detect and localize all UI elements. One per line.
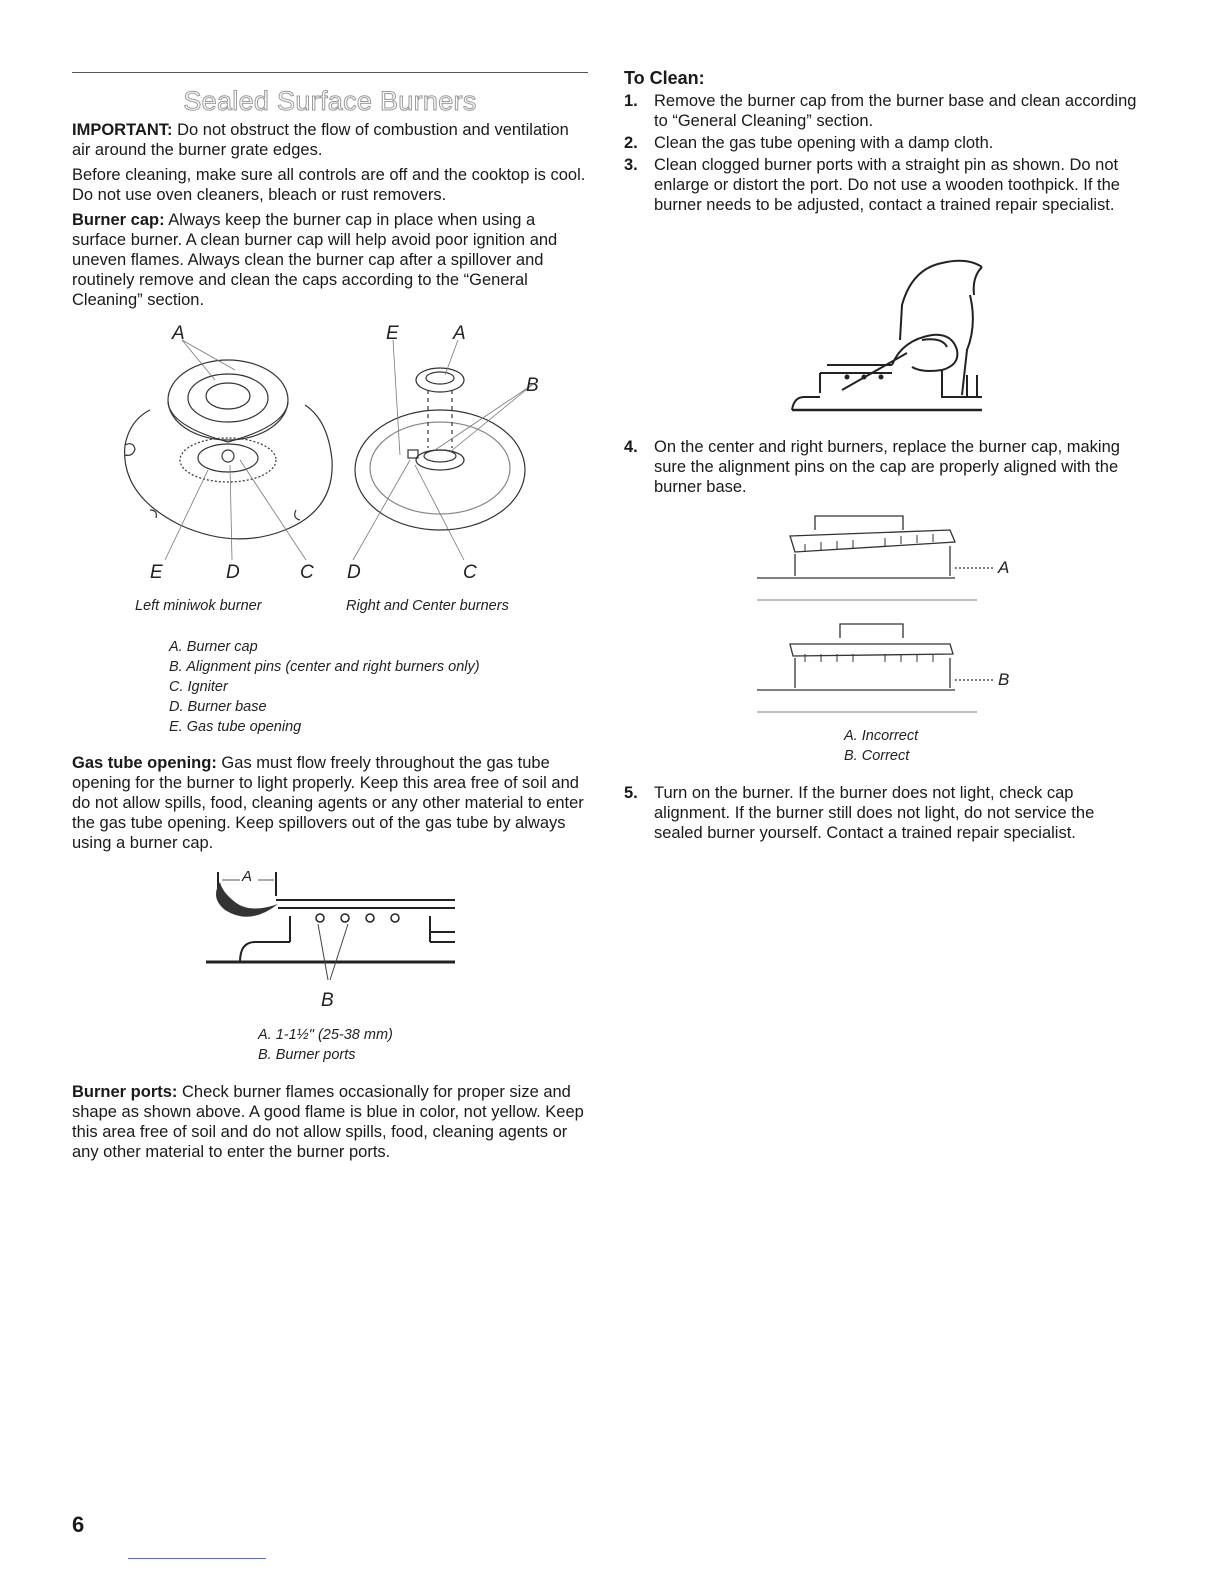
fig1-label-a-left: A — [172, 323, 185, 344]
fig1-label-d-left: D — [226, 562, 240, 583]
important-paragraph — [72, 120, 588, 160]
gas-tube-text: Gas must flow freely throughout the gas tube opening for the burner to light properly. Keep this area free of soil and do not allow spills, food, cleaning agents or any other material to enter the gas tube opening. Keep spillovers out of the gas tube by always using a burner cap. — [72, 754, 584, 852]
burner-cap-text: Always keep the burner cap in place when using a surface burner. A clean burner cap will help avoid poor ignition and uneven flames. Always clean the burner cap after a spillover and routinely remove and clean the caps according to the “General Cleaning” section. — [72, 211, 558, 309]
step-item: 4. On the center and right burners, replace the burner cap, making sure the alignment pins on the cap are properly aligned with the burner base. — [624, 438, 1120, 496]
step-item: 5. Turn on the burner. If the burner does not light, check cap alignment. If the burner still does not light, do not service the sealed burner yourself. Contact a trained repair specialist. — [624, 784, 1095, 842]
fig1-caption-right: Right and Center burners — [346, 598, 509, 614]
fig1-label-c-left: C — [300, 562, 314, 583]
fig2-legend — [258, 1025, 393, 1065]
burner-ports-label: Burner ports: — [72, 1083, 178, 1101]
fig1-legend — [169, 637, 480, 737]
fig1-legend-item: E. Gas tube opening — [169, 719, 302, 735]
fig4-legend-item: A. Incorrect — [844, 728, 919, 744]
burner-cap-label: Burner cap: — [72, 211, 165, 229]
fig1-label-c-right: C — [463, 562, 477, 583]
gas-tube-paragraph — [72, 753, 588, 853]
fig4-legend-item: B. Correct — [844, 748, 910, 764]
fig4-legend — [844, 726, 918, 766]
fig1-legend-item: A. Burner cap — [169, 639, 258, 655]
fig4-label-b: B — [998, 670, 1010, 689]
fig1-legend-item: D. Burner base — [169, 699, 267, 715]
fig2-legend-item: B. Burner ports — [258, 1047, 356, 1063]
to-clean-step-4 — [624, 437, 1140, 497]
fig1-caption-left: Left miniwok burner — [135, 598, 262, 614]
fig2-label-b: B — [321, 990, 334, 1011]
to-clean-heading: To Clean: — [624, 68, 705, 88]
fig1-legend-item: C. Igniter — [169, 679, 228, 695]
fig2-legend-item: A. 1-1½" (25-38 mm) — [258, 1027, 393, 1043]
footer-rule — [128, 1558, 266, 1559]
important-label: IMPORTANT: — [72, 121, 173, 139]
fig4-label-a: A — [998, 558, 1010, 577]
step-item: 3. Clean clogged burner ports with a straight pin as shown. Do not enlarge or distort the port. Do not use a wooden toothpick. If the burner needs to be adjusted, contact a trained repair specialist. — [624, 156, 1120, 214]
burner-ports-text: Check burner flames occasionally for proper size and shape as shown above. A good flame is blue in color, not yellow. Keep this area free of soil and do not allow spills, food, cleaning agents or any other material to enter the burner ports. — [72, 1083, 584, 1161]
step-item: 2. Clean the gas tube opening with a damp cloth. — [624, 134, 994, 152]
to-clean-steps-1-3 — [624, 91, 1140, 215]
header-rule — [72, 72, 588, 73]
fig1-label-b: B — [526, 375, 539, 396]
fig1-legend-item: B. Alignment pins (center and right burners only) — [169, 659, 480, 675]
burner-ports-paragraph — [72, 1082, 588, 1162]
cap-alignment-figure — [755, 508, 995, 718]
burner-ports-figure — [200, 868, 460, 988]
page-title: Sealed Surface Burners — [183, 86, 477, 116]
before-cleaning-paragraph — [72, 165, 588, 205]
step-item: 1. Remove the burner cap from the burner base and clean according to “General Cleaning” section. — [624, 92, 1137, 130]
fig1-label-a-right: A — [453, 323, 466, 344]
pin-cleaning-figure — [782, 255, 992, 415]
fig1-label-e-top: E — [386, 323, 399, 344]
fig1-label-d-right: D — [347, 562, 361, 583]
burner-assembly-figure — [110, 320, 530, 570]
burner-cap-paragraph — [72, 210, 588, 310]
to-clean-step-5 — [624, 783, 1140, 843]
fig2-label-a: A — [242, 868, 253, 885]
gas-tube-label: Gas tube opening: — [72, 754, 217, 772]
page-number: 6 — [72, 1512, 85, 1537]
fig1-label-e-bottom: E — [150, 562, 163, 583]
important-text: Do not obstruct the flow of combustion and ventilation air around the burner grate edges. — [72, 121, 569, 159]
before-cleaning-text: Before cleaning, make sure all controls are off and the cooktop is cool. Do not use oven cleaners, bleach or rust removers. — [72, 166, 586, 204]
